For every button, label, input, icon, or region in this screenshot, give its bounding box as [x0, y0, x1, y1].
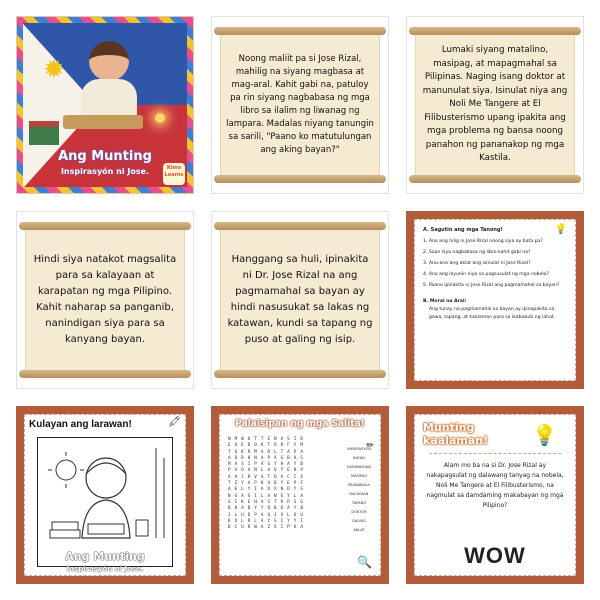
question-item: 3. Anu-ano ang aklat ang isinulat ni Jose Rizal? — [423, 261, 531, 266]
question-item: 4. Ano ang layunin niya sa pagsusulat ng mga nobela? — [423, 272, 549, 277]
coloring-outline-illustration — [37, 437, 173, 573]
word-item: PAGBABASA — [348, 483, 370, 487]
grid-row: J L U D P A Q J V L O U — [228, 512, 304, 518]
question-item: 5. Paano ipinakita ni Jose Rizal ang pagmamahal sa bayan? — [423, 283, 560, 288]
coloring-panel — [24, 414, 186, 576]
word-list — [344, 445, 374, 535]
word-item: DOKTOR — [351, 510, 367, 514]
grid-row: M A S I P A G Y H A Y B — [228, 462, 304, 468]
trivia-heading-line1: Munting — [423, 421, 475, 434]
trivia-heading — [423, 421, 488, 447]
grid-row: N M W U T T E N A S I D — [228, 437, 304, 442]
grid-row: T Z Y A P K U D Y E P F — [228, 481, 304, 487]
story-text: Lumaki siyang matalino, masipag, at mapagmahal sa Pilipinas. Naging isang doktor at manunulat siya. Isinulat niya ang Noli Me Tangere at El Filibusterismo upang ipakita ang mga problema ng bansa noong panahon ng pananakop ng mga Kastila. — [422, 45, 568, 164]
grid-row: T G K R M A R L T A P A — [228, 449, 304, 455]
word-search-page — [211, 406, 389, 584]
sun-icon: ✹ — [43, 55, 65, 85]
grid-row: E O E D O K T O R F Y M — [228, 443, 304, 449]
scroll-rod-top — [214, 222, 386, 230]
trivia-heading-line2: kaalaman! — [423, 434, 489, 447]
lightbulb-icon: 💡 — [532, 423, 557, 447]
cover-title: Ang Munting — [58, 149, 152, 164]
story-text: Hindi siya natakot magsalita para sa kalayaan at karapatan ng mga Pilipino. Kahit naharap sa panganib, nanindigan siya para sa kanyang bayan. — [33, 254, 177, 345]
story-page-2 — [406, 16, 584, 194]
word-item: MASIPAG — [350, 474, 368, 478]
word-item: INSPIRASYON — [347, 447, 371, 451]
grid-row: B K A B Y Y O B O A Y B — [228, 506, 304, 512]
scroll-rod-top — [19, 222, 191, 230]
magnifying-glass-icon: 🔍 — [357, 555, 372, 569]
scroll-rod-bottom — [409, 175, 581, 183]
cover-subtitle: Inspirasyón ni Jose. — [60, 167, 150, 176]
questions-page — [406, 211, 584, 389]
publisher-logo: Kimo Learns — [163, 163, 185, 185]
cover-frame — [17, 17, 193, 193]
pencil-icon: ✏ — [366, 441, 374, 451]
crayon-icon: 🖍 — [168, 417, 181, 428]
letter-grid — [228, 437, 340, 531]
wow-exclamation: WOW — [464, 543, 526, 568]
question-item: 2. Saan siya nagbabasa ng libro kahit gabi na? — [423, 250, 531, 255]
lightbulb-icon: 💡 — [554, 224, 567, 235]
grid-row: N G A G I L A N G Y L A — [228, 493, 304, 499]
grid-row: A A J R V A T Q A C C X — [228, 474, 304, 480]
grid-row: A D R H N A P A G B A S — [228, 455, 304, 461]
grid-row: G I K E H A S T R P S G — [228, 499, 304, 505]
scroll-rod-bottom — [214, 370, 386, 378]
word-item: TAPANG — [351, 501, 367, 505]
trivia-text: Alam mo ba na si Dr. Jose Rizal ay nakapagsulat ng dalawang tanyag na nobela, Noli Me Tangere at El Filibusterismo, na nagmulat sa damdaming makabayan ng mga Pilipino? — [426, 462, 564, 509]
moral-text: Ang tunay na pagmamahal sa bayan ay ipinapakita sa gawa, tapang, at kaalaman para sa ikabubuti ng lahat. — [429, 307, 556, 320]
cover-card — [16, 16, 194, 194]
word-item: GALING — [352, 519, 366, 523]
scroll-rod-top — [409, 27, 581, 35]
word-item: BAYAN — [353, 456, 365, 460]
story-text: Noong maliit pa si Jose Rizal, mahilig na siyang magbasa at mag-aral. Kahit gabi na, patuloy pa rin siyang nagbabasa ng mga libro sa ilalim ng liwanag ng lampara. Madalas niyang tanungin sa sarili, "Paano ko matutulungan ang aking bayan?" — [226, 54, 374, 155]
moral-heading: B. Moral na Aral: — [423, 299, 467, 304]
question-item: 1. Ano ang hilig ni Jose Rizal noong siya ay bata pa? — [423, 239, 543, 244]
coloring-subtitle: Inspirasyón ni Jose. — [66, 565, 144, 573]
trivia-panel — [414, 414, 576, 576]
story-text: Hanggang sa huli, ipinakita ni Dr. Jose Rizal na ang pagmamahal sa bayan ay hindi nasusukat sa lakas ng katawan, kundi sa tapang ng puso at galing ng isip. — [227, 254, 373, 345]
questions-panel — [414, 219, 576, 381]
coloring-page — [16, 406, 194, 584]
scroll-rod-bottom — [214, 175, 386, 183]
divider — [429, 453, 561, 454]
grid-row: K O L R L A Y G I Y Y I — [228, 518, 304, 524]
coloring-title: Ang Munting — [65, 550, 145, 563]
story-page-3 — [16, 211, 194, 389]
word-item: AKLAT — [353, 528, 365, 532]
coloring-heading: Kulayan ang larawan! — [29, 419, 132, 430]
grid-row: P X O A N L A Q Y E H P — [228, 468, 304, 474]
story-page-4 — [211, 211, 389, 389]
grid-row: B C U R W A Z S I P K A — [228, 525, 304, 531]
story-page-1 — [211, 16, 389, 194]
scroll-rod-top — [214, 27, 386, 35]
grid-row: A E L Y I A D X N D Y G — [228, 487, 304, 493]
word-item: KALAYAAN — [349, 492, 369, 496]
word-search-panel — [219, 414, 381, 576]
word-item: KATAPANGAN — [347, 465, 371, 469]
trivia-page — [406, 406, 584, 584]
scroll-rod-bottom — [19, 370, 191, 378]
word-search-heading: Palaisipan ng mga Salita! — [235, 419, 365, 429]
questions-heading: A. Sagutin ang mga Tanong! — [423, 227, 503, 233]
